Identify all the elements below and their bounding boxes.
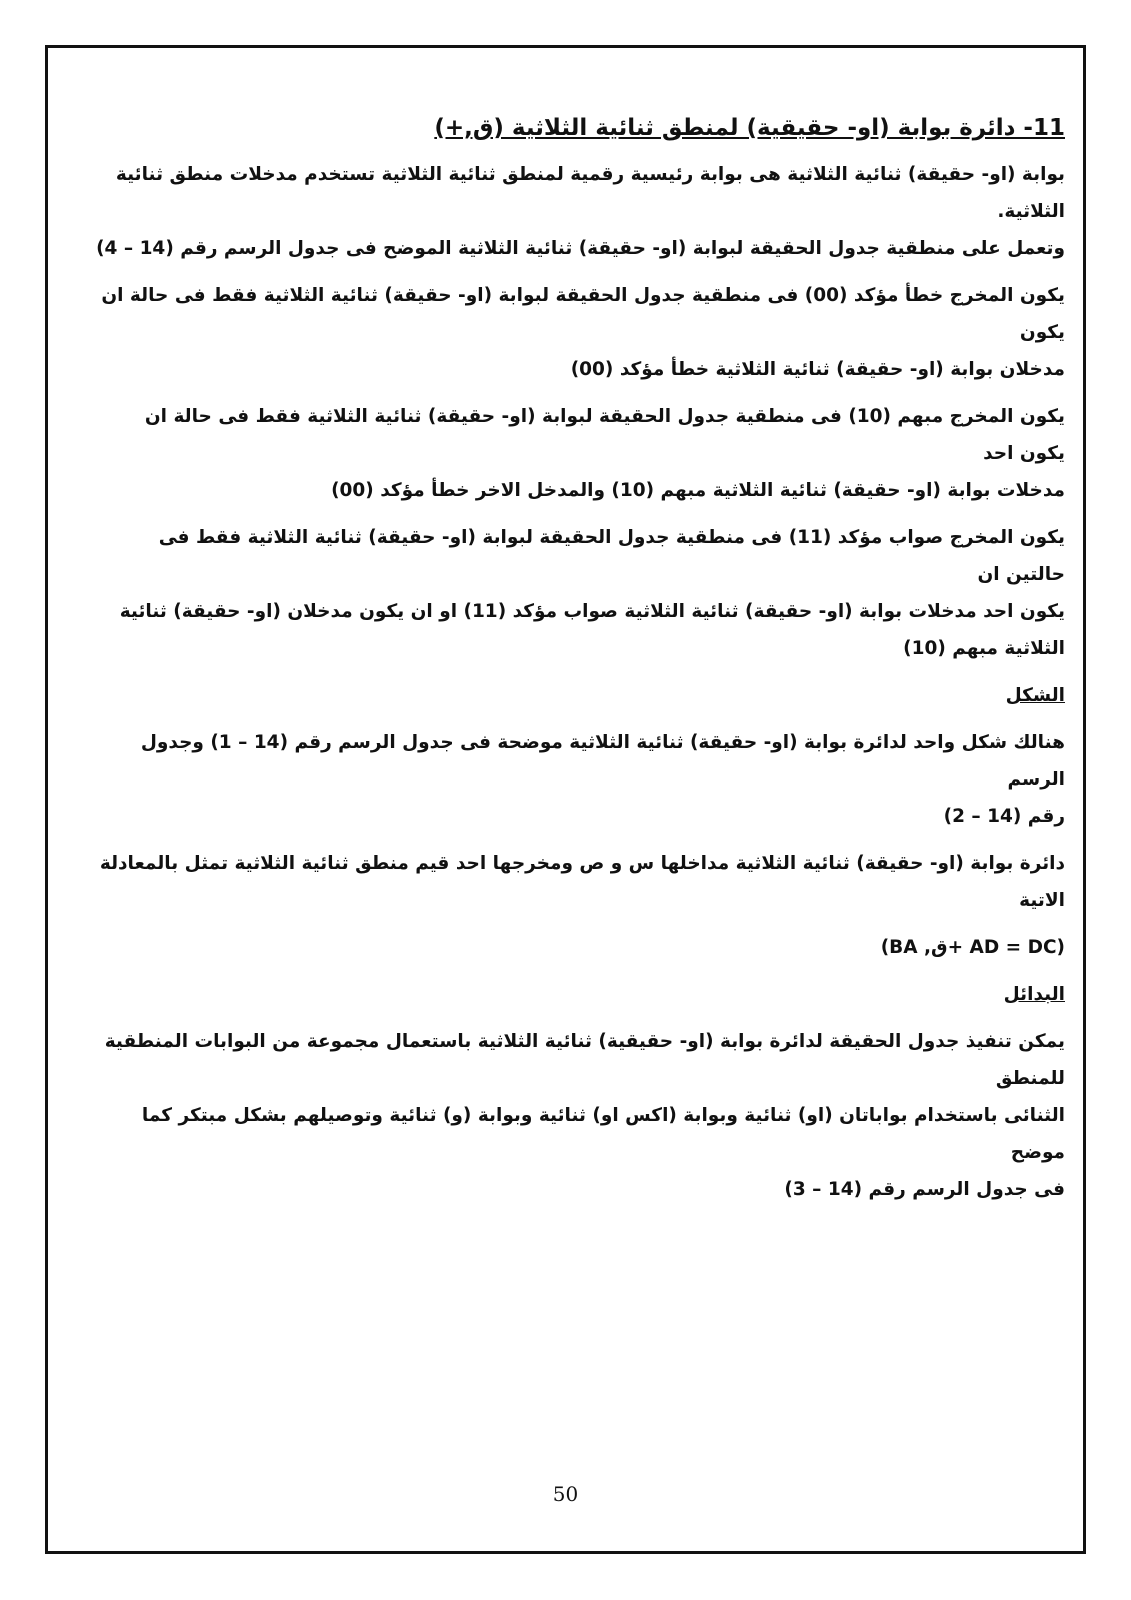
paragraph-false-output (95, 277, 1065, 388)
section-heading: 11- دائرة بوابة (او- حقيقية) لمنطق ثنائية الثلاثية (ق,+) (434, 115, 1065, 141)
text-line: فى جدول الرسم رقم (14 – 3) (784, 1179, 1065, 1200)
text-line: بوابة (او- حقيقة) ثنائية الثلاثية هى بوابة رئيسية رقمية لمنطق ثنائية الثلاثية تستخدم مدخلات منطق ثنائية الثلاثية. (115, 164, 1065, 222)
text-line: يكون احد مدخلات بوابة (او- حقيقة) ثنائية الثلاثية صواب مؤكد (11) او ان يكون مدخلان (او- حقيقة) ثنائية (119, 601, 1065, 622)
shape-heading: الشكل (1005, 685, 1065, 706)
text-line: مدخلات بوابة (او- حقيقة) ثنائية الثلاثية مبهم (10) والمدخل الاخر خطأ مؤكد (00) (331, 480, 1065, 501)
paragraph-equation-intro (95, 845, 1065, 919)
text-line: الثنائى باستخدام بواباتان (او) ثنائية وبوابة (اكس او) ثنائية وبوابة (و) ثنائية وتوصيلهم بشكل مبتكر كما موضح (141, 1105, 1065, 1163)
text-line: الثلاثية مبهم (10) (903, 638, 1065, 659)
page-number: 50 (552, 1482, 579, 1506)
text-line: يكون المخرج صواب مؤكد (11) فى منطقية جدول الحقيقة لبوابة (او- حقيقة) ثنائية الثلاثية فقط فى حالتين ان (158, 527, 1065, 585)
text-line: يكون المخرج خطأ مؤكد (00) فى منطقية جدول الحقيقة لبوابة (او- حقيقة) ثنائية الثلاثية فقط فى حالة ان يكون (101, 285, 1065, 343)
document-body (95, 108, 1065, 1218)
equation: (AD = DC +ق, BA) (880, 937, 1065, 958)
text-line: يمكن تنفيذ جدول الحقيقة لدائرة بوابة (او- حقيقية) ثنائية الثلاثية باستعمال مجموعة من البوابات المنطقية للمنطق (104, 1031, 1065, 1089)
paragraph-alternatives (95, 1023, 1065, 1208)
text-line: مدخلان بوابة (او- حقيقة) ثنائية الثلاثية خطأ مؤكد (00) (570, 359, 1065, 380)
text-line: الاتية (1019, 890, 1065, 911)
paragraph-shape (95, 724, 1065, 835)
paragraph-true-output (95, 519, 1065, 667)
text-line: يكون المخرج مبهم (10) فى منطقية جدول الحقيقة لبوابة (او- حقيقة) ثنائية الثلاثية فقط فى حالة ان يكون احد (144, 406, 1065, 464)
alternatives-heading: البدائل (1003, 984, 1065, 1005)
text-line: رقم (14 – 2) (943, 806, 1065, 827)
paragraph-intro (95, 156, 1065, 267)
text-line: وتعمل على منطقية جدول الحقيقة لبوابة (او- حقيقة) ثنائية الثلاثية الموضح فى جدول الرسم رقم (14 – 4) (96, 238, 1065, 259)
text-line: هنالك شكل واحد لدائرة بوابة (او- حقيقة) ثنائية الثلاثية موضحة فى جدول الرسم رقم (14 – 1) وجدول الرسم (140, 732, 1065, 790)
text-line: دائرة بوابة (او- حقيقة) ثنائية الثلاثية مداخلها س و ص ومخرجها احد قيم منطق ثنائية الثلاثية تمثل بالمعادلة (99, 853, 1065, 874)
paragraph-ambiguous-output (95, 398, 1065, 509)
